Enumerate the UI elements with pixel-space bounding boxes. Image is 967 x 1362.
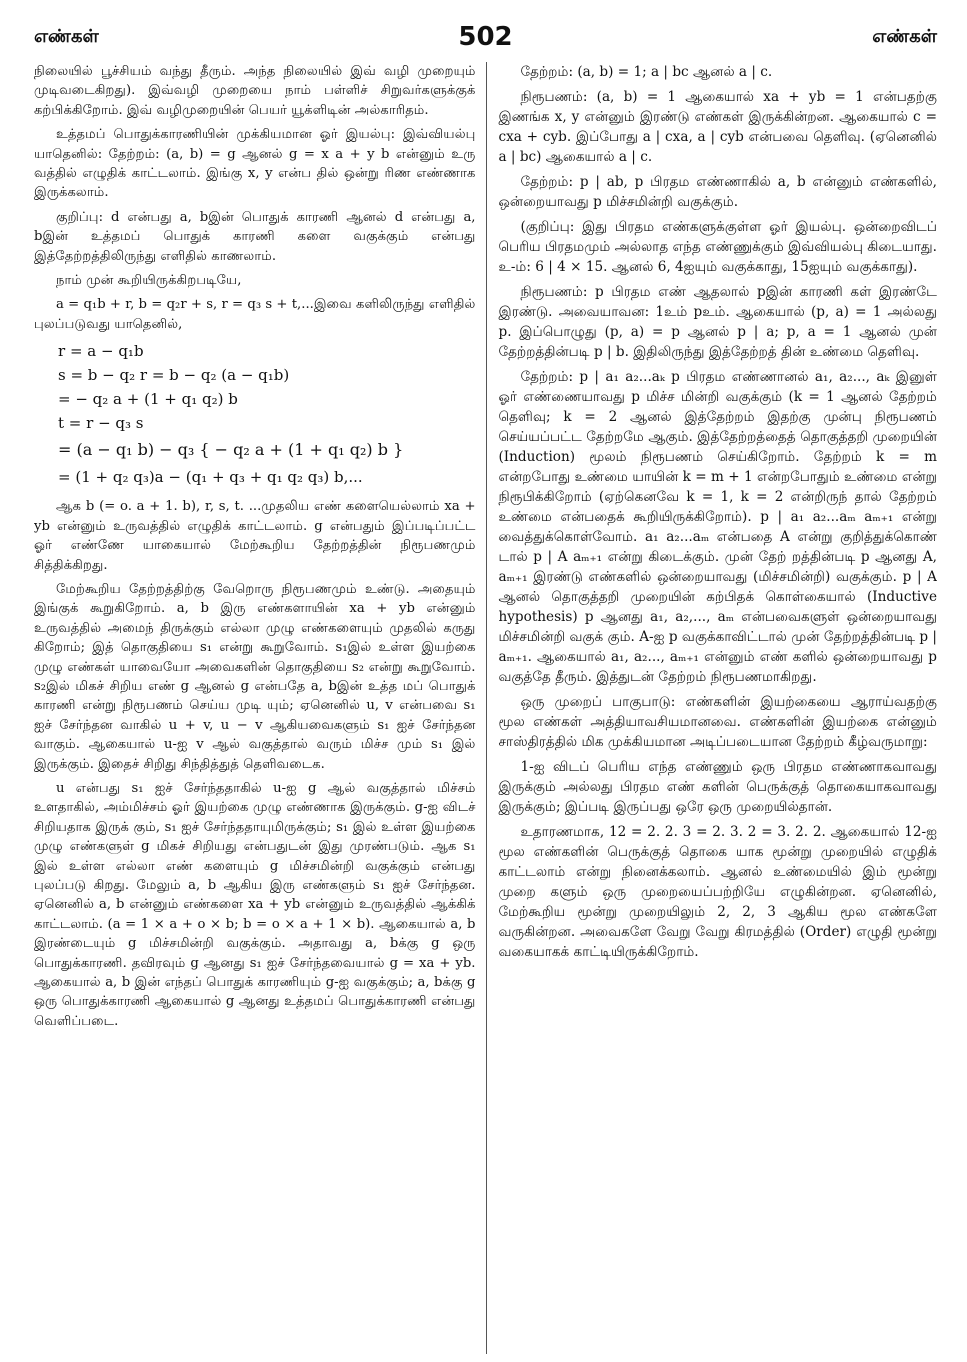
right-column [486, 62, 938, 1354]
paragraph: ஒரு முறைப் பாகுபாடு: எண்களின் இயற்கையை ஆராய்வதற்கு மூல எண்கள் அத்தியாவசியமானவை. எண்களின் இயற்கை என்னும் சாஸ்திரத்தில் மிக முக்கியமான அடிப்படையான தேற்றம் கீழ்வருமாறு: [498, 694, 937, 750]
header-left-title: எண்கள் [34, 26, 99, 47]
paragraph: (குறிப்பு: இது பிரதம எண்களுக்குள்ள ஓர் இயல்பு. ஒன்றைவிடப் பெரிய பிரதமமும் அல்லாத எந்த எண்ணுக்கும் இவ்வியல்பு கிடையாது. உ-ம்: 6 | 4 × 15. ஆனல் 6, 4ஐயும் வகுக்காது, 15ஐயும் வகுக்காது). [498, 219, 937, 275]
paragraph: நிரூபணம்: p பிரதம எண் ஆதலால் pஇன் காரணி கள் இரண்டே இரண்டு. அவையாவன: 1உம் pஉம். ஆகையால் (p, a) = 1 அல்லது p. இப்பொழுது (p, a) = p ஆனல் p | a; p, a = 1 ஆனல் முன் தேற்றத்தின்படி p | b. இதிலிருந்து இத்தேற்றத் தின் உண்மை தெளிவு. [498, 284, 937, 360]
two-column-body [34, 62, 937, 1354]
equation: t = r − q₃ s [58, 414, 144, 433]
paragraph: u என்பது s₁ ஐச் சேர்ந்ததாகில் u-ஐ g ஆல் வகுத்தால் மிச்சம் உளதாகில், அம்மிச்சம் ஓர் இயற்கை முழு எண்ணாக இருக்கும். g-ஐ விடச் சிறியதாக இருக் கும், s₁ ஐச் சேர்ந்ததாயுமிருக்கும்; s₁ இல் உள்ள இயற்கை முழு எண்களுள் g மிகச் சிறியது என்பதுடன் இது முரண்படும். ஆக s₁ இல் உள்ள எல்லா எண் களையும் g மிச்சமின்றி வகுக்கும் என்பது புலப்படு கிறது. மேலும் a, b ஆகிய இரு எண்களும் s₁ ஐச் சேர்ந்தன. ஏனெனில் a, b என்னும் எண்களை xa + yb என்னும் உருவத்தில் ஆக்கிக் காட்டலாம். (a = 1 × a + o × b; b = o × a + 1 × b). ஆகையால் a, b இரண்டையும் g மிச்சமின்றி வகுக்கும். அதாவது a, bக்கு g ஒரு பொதுக்காரணி. தவிரவும் g ஆனது s₁ ஐச் சேர்ந்தவையால் g = xa + yb. ஆகையால் a, b இன் எந்தப் பொதுக் காரணியும் g-ஐ வகுக்கும்; a, bக்கு g ஒரு பொதுக்காரணி ஆகையால் g ஆனது உத்தமப் பொதுக்காரணி என்பது வெளிப்படை. [34, 780, 476, 1029]
equation: = (1 + q₂ q₃)a − (q₁ + q₃ + q₁ q₂ q₃) b,... [58, 468, 363, 487]
paragraph: நிலையில் பூச்சியம் வந்து தீரும். அந்த நிலையில் இவ் வழி முறையும் முடிவடைகிறது). இவ்வழி முறையை நாம் பள்ளிச் சிறுவர்களுக்குக் கற்பிக்கிறோம். இவ் வழிமுறையின் பெயர் யூக்ளிடின் அல்காரிதம். [34, 64, 476, 118]
paragraph: உதாரணமாக, 12 = 2. 2. 3 = 2. 3. 2 = 3. 2. 2. ஆகையால் 12-ஐ மூல எண்களின் பெருக்குத் தொகை யாக மூன்று முறையில் எழுதிக் காட்டலாம் என்று நினைக்கலாம். ஆனல் உண்மையில் இம் மூன்று முறை களும் ஒரு முறையைப்பற்றியே எழுகின்றன. ஏனெனில், மேற்கூறிய மூன்று முறையிலும் 2, 2, 3 ஆகிய மூல எண்களே வருகின்றன. அவைகளே வேறு வேறு கிரமத்தில் (Order) எழுதி மூன்று வகையாகக் காட்டியிருக்கிறோம். [498, 824, 937, 960]
paragraph: மேற்கூறிய தேற்றத்திற்கு வேறொரு நிரூபணமும் உண்டு. அதையும் இங்குக் கூறுகிறோம். a, b இரு எண்களாயின் xa + yb என்னும் உருவத்தில் அமைந் திருக்கும் எல்லா முழு எண்களையும் முதலில் கருது கிறோம்; இத் தொகுதியை s₁ என்று கூறுவோம். s₁இல் உள்ள இயற்கை முழு எண்கள் யாவையோ அவைகளின் தொகுதியை s₂ என்று கூறுவோம். s₂இல் மிகச் சிறிய எண் g ஆனல் g என்பதே a, bஇன் உத்த மப் பொதுக் காரணி என்று நிரூபணம் செய்ய முடி யும்; ஏனெனில் u, v என்பவை s₁ ஐச் சேர்ந்தன வாகில் u + v, u − v ஆகியவைகளும் s₁ ஐச் சேர்ந்தன வாகும். ஆகையால் u-ஐ v ஆல் வகுத்தால் வரும் மிச்ச மும் s₁ இல் இருக்கும். இதைச் சிறிது சிந்தித்துத் தெளிவடைக. [34, 581, 476, 772]
equation: s = b − q₂ r = b − q₂ (a − q₁b) [58, 366, 290, 385]
paragraph: தேற்றம்: p | a₁ a₂...aₖ p பிரதம எண்ணானல் a₁, a₂..., aₖ இனுள் ஓர் எண்ணையாவது p மிச்ச மின்றி வகுக்கும் (k = 1 ஆனல் தேற்றம் தெளிவு; k = 2 ஆனல் இத்தேற்றம் இதற்கு முன்பு நிரூபணம் செய்யப்பட்ட தேற்றமே ஆகும். இத்தேற்றத்தைத் தொகுத்தறி முறையின் (Induction) மூலம் நிரூபணம் செய்கிறோம். தேற்றம் k = m என்றபோது உண்மை யாயின் k = m + 1 என்றபோதும் உண்மை என்று நிரூபிக்கிறோம் (ஏற்கெனவே k = 1, k = 2 என்றிருந் தால் தேற்றம் உண்மை என்பதைக் கூறியிருக்கிறோம்). p | a₁ a₂...aₘ aₘ₊₁ என்று வைத்துக்கொள்வோம். a₁ a₂...aₘ என்பதை A என்று குறித்துக்கொண் டால் p | A aₘ₊₁ என்று கிடைக்கும். முன் தேற் றத்தின்படி p ஆனது A, aₘ₊₁ இரண்டு எண்களில் ஒன்றையாவது (மிச்சமின்றி) வகுக்கும். p | A ஆனல் தொகுத்தறி முறையின் கற்பிதக் கொள்கையால் (Inductive hypothesis) p ஆனது a₁, a₂,..., aₘ என்பவைகளுள் ஒன்றையாவது மிச்சமின்றி வகுக் கும். A-ஐ p வகுக்காவிட்டால் முன் தேற்றத்தின்படி p | aₘ₊₁. ஆகையால் a₁, a₂..., aₘ₊₁ என்னும் எண் களில் ஒன்றையாவது p வகுத்தே தீரும். இத்துடன் தேற்றம் நிரூபணமாகிறது. [498, 369, 937, 685]
equation: r = a − q₁b [58, 342, 144, 361]
paragraph: நிரூபணம்: (a, b) = 1 ஆகையால் xa + yb = 1 என்பதற்கு இணங்க x, y என்னும் இரண்டு எண்கள் இருக்கின்றன. ஆகையால் c = cxa + cyb. இப்போது a | cxa, a | cyb என்பவை தெளிவு. (ஏனெனில் a | bc) ஆகையால் a | c. [498, 89, 937, 165]
equation: = (a − q₁ b) − q₃ { − q₂ a + (1 + q₁ q₂) b } [58, 440, 404, 460]
paragraph: தேற்றம்: p | ab, p பிரதம எண்ணாகில் a, b என்னும் எண்களில், ஒன்றையாவது p மிச்சமின்றி வகுக்கும். [498, 174, 937, 210]
equation: = − q₂ a + (1 + q₁ q₂) b [58, 390, 238, 409]
page-number: 502 [458, 22, 513, 52]
header-right-title: எண்கள் [872, 26, 937, 47]
equation-block [58, 339, 476, 489]
paragraph: 1-ஐ விடப் பெரிய எந்த எண்ணும் ஒரு பிரதம எண்ணாகவாவது இருக்கும் அல்லது பிரதம எண் களின் பெருக்குத் தொகையாகவாவது இருக்கும்; இப்படி இருப்பது ஒரே ஒரு முறையில்தான். [498, 759, 937, 815]
running-header [34, 14, 937, 60]
paragraph: a = q₁b + r, b = q₂r + s, r = q₃ s + t,...இவை களிலிருந்து எளிதில் புலப்படுவது யாதெனில், [34, 297, 476, 332]
paragraph: உத்தமப் பொதுக்காரணியின் முக்கியமான ஓர் இயல்பு: இவ்வியல்பு யாதெனில்: தேற்றம்: (a, b) = g ஆனல் g = x a + y b என்னும் உரு வத்தில் எழுதிக் காட்டலாம். இங்கு x, y என்ப தில் ஒன்று ரிண எண்ணாக இருக்கலாம். [34, 127, 476, 201]
paragraph: குறிப்பு: d என்பது a, bஇன் பொதுக் காரணி ஆனல் d என்பது a, bஇன் உத்தமப் பொதுக் காரணி களை வகுக்கும் என்பது இத்தேற்றத்திலிருந்து எளிதில் காணலாம். [34, 209, 476, 264]
paragraph: தேற்றம்: (a, b) = 1; a | bc ஆனல் a | c. [520, 64, 773, 80]
paragraph: ஆக b (= o. a + 1. b), r, s, t. ...முதலிய எண் களையெல்லாம் xa + yb என்னும் உருவத்தில் எழுதிக் காட்டலாம். g என்பதும் இப்படிப்பட்ட ஓர் எண்ணே யாகையால் மேற்கூறிய தேற்றத்தின் நிரூபணமும் சித்திக்கிறது. [34, 499, 476, 573]
paragraph: நாம் முன் கூறியிருக்கிறபடியே, [56, 273, 242, 289]
left-column [34, 62, 486, 1354]
